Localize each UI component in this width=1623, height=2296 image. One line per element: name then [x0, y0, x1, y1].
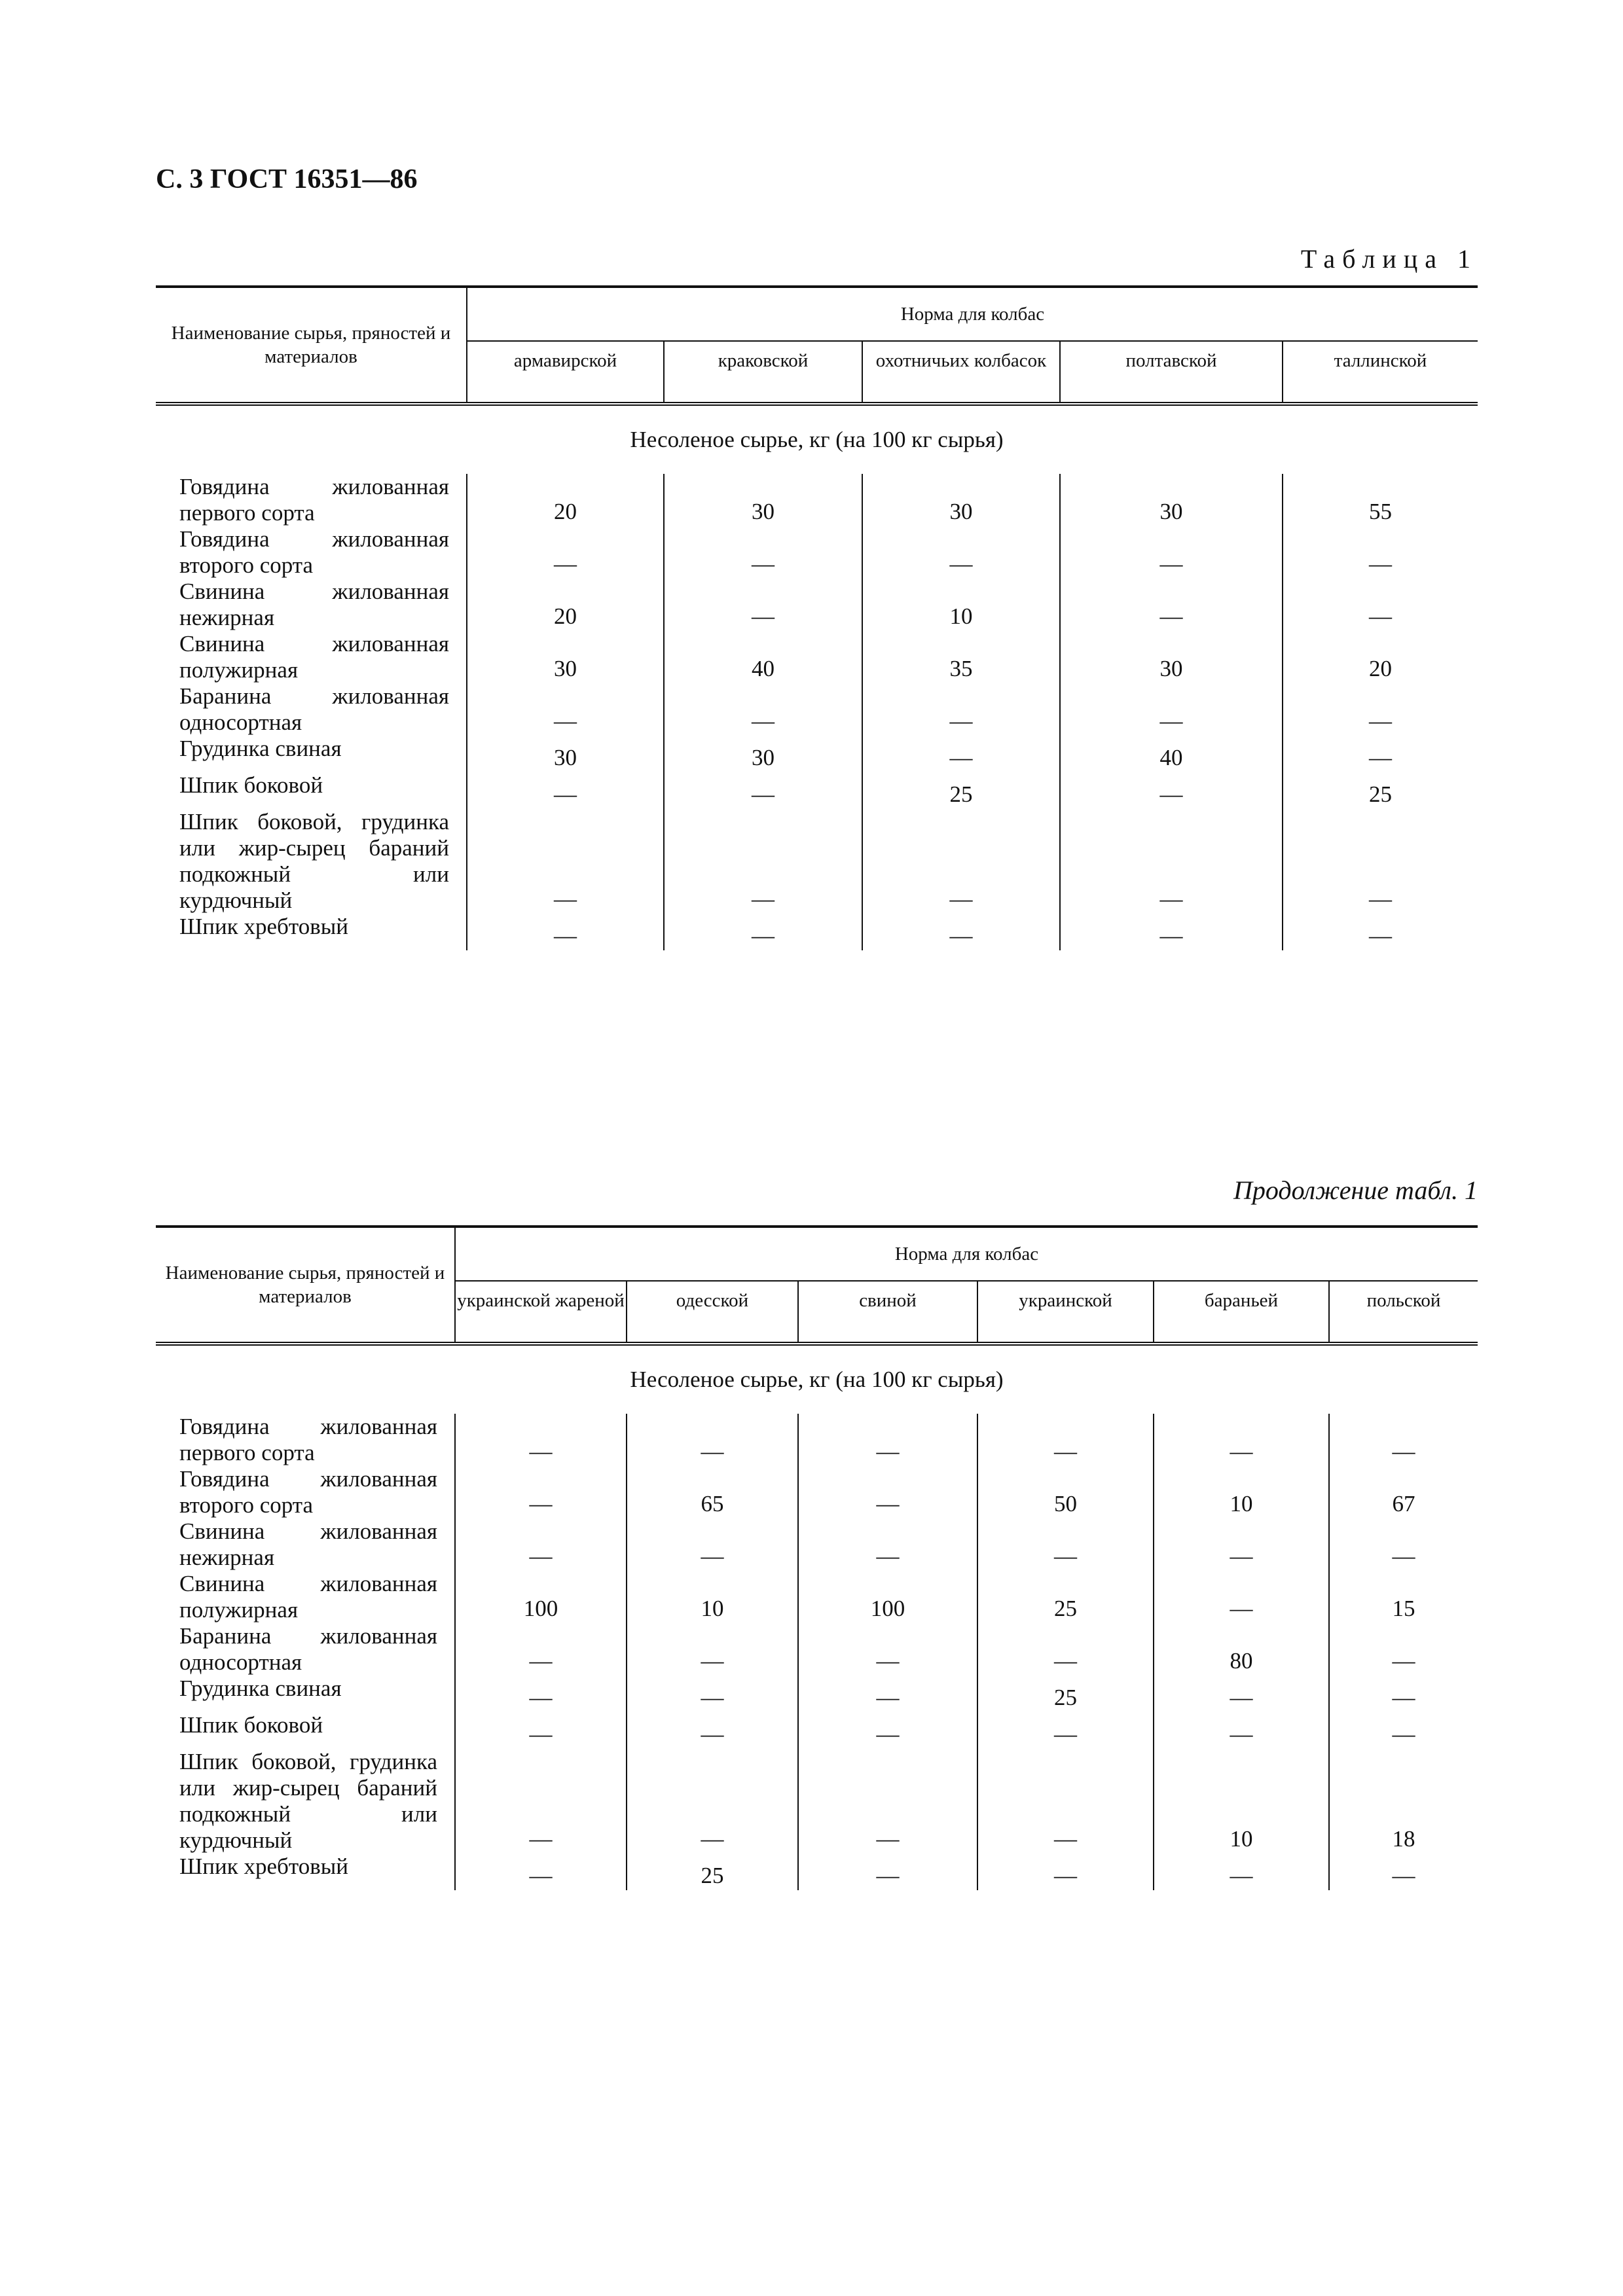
row-value: 25 [862, 772, 1060, 809]
table-row [156, 579, 1478, 631]
row-value: 30 [664, 474, 862, 526]
row-name: Шпик боковой [156, 772, 467, 809]
row-value: 25 [627, 1854, 798, 1890]
table-row [156, 631, 1478, 683]
row-value: — [977, 1712, 1154, 1749]
row-value: — [455, 1749, 627, 1854]
row-value: 40 [1060, 736, 1283, 772]
continuation-label: Продолжение табл. 1 [1233, 1175, 1478, 1205]
norm-group-header: Норма для колбас [455, 1227, 1478, 1281]
table-row [156, 1854, 1478, 1890]
row-value: 20 [467, 474, 664, 526]
column-header: одесской [627, 1281, 798, 1344]
row-value: 30 [467, 736, 664, 772]
row-name: Шпик хребтовый [156, 914, 467, 950]
row-value: 30 [1060, 474, 1283, 526]
row-value: — [627, 1749, 798, 1854]
row-value: 20 [1369, 656, 1392, 681]
row-value: — [1060, 526, 1283, 579]
row-value: 30 [862, 474, 1060, 526]
row-value: 30 [467, 631, 664, 683]
row-value: — [467, 914, 664, 950]
row-value: — [1392, 1543, 1415, 1569]
row-name: Грудинка свиная [156, 736, 467, 772]
page-header: С. 3 ГОСТ 16351—86 [156, 164, 418, 194]
row-value: — [1154, 1571, 1329, 1623]
row-value: 65 [627, 1466, 798, 1518]
row-value: — [664, 526, 862, 579]
row-value: 25 [1369, 781, 1392, 807]
row-value: 55 [1369, 499, 1392, 524]
row-value: — [862, 914, 1060, 950]
norm-group-header: Норма для колбас [467, 287, 1478, 341]
table-row [156, 526, 1478, 579]
row-value: — [1369, 923, 1392, 948]
table-row [156, 1466, 1478, 1518]
table-row [156, 809, 1478, 914]
table-1 [156, 285, 1478, 950]
section-row [156, 404, 1478, 474]
table-row [156, 914, 1478, 950]
column-header: краковской [664, 341, 862, 404]
row-value: 18 [1392, 1826, 1415, 1852]
row-value: — [798, 1854, 977, 1890]
row-value: — [862, 526, 1060, 579]
row-value: — [862, 809, 1060, 914]
row-value: — [627, 1518, 798, 1571]
row-value: — [1392, 1685, 1415, 1710]
row-name: Свинина жилованная нежирная [156, 1518, 455, 1571]
row-name: Шпик хребтовый [156, 1854, 455, 1890]
row-value: 40 [664, 631, 862, 683]
row-value: — [664, 772, 862, 809]
table-label: Таблица 1 [1300, 244, 1478, 274]
row-value: — [977, 1854, 1154, 1890]
row-value: 10 [627, 1571, 798, 1623]
row-value: — [455, 1854, 627, 1890]
row-value: — [455, 1712, 627, 1749]
row-value: — [627, 1676, 798, 1712]
section-title: Несоленое сырье, кг (на 100 кг сырья) [630, 427, 1004, 452]
column-header: армавирской [467, 341, 664, 404]
section-row [156, 1344, 1478, 1414]
row-value: — [455, 1414, 627, 1466]
row-value: 20 [467, 579, 664, 631]
row-value: — [1060, 579, 1283, 631]
row-name: Баранина жилованная односортная [156, 683, 467, 736]
row-value: — [1154, 1712, 1329, 1749]
column-header: охотничьих колбасок [862, 341, 1060, 404]
row-name: Свинина жилованная нежирная [156, 579, 467, 631]
row-value: — [664, 579, 862, 631]
row-value: — [862, 683, 1060, 736]
row-value: — [1369, 551, 1392, 577]
row-value: 10 [1154, 1749, 1329, 1854]
row-value: — [798, 1623, 977, 1676]
table-row [156, 1571, 1478, 1623]
row-value: — [455, 1676, 627, 1712]
row-value: — [627, 1712, 798, 1749]
row-value: — [664, 809, 862, 914]
row-value: — [1369, 886, 1392, 912]
row-name: Шпик боковой [156, 1712, 455, 1749]
row-value: — [1060, 809, 1283, 914]
column-header: свиной [798, 1281, 977, 1344]
name-column-header: Наименование сырья, пряностей и материалов [156, 287, 467, 404]
row-value: 100 [798, 1571, 977, 1623]
row-value: — [627, 1623, 798, 1676]
table-row [156, 1676, 1478, 1712]
row-value: 50 [977, 1466, 1154, 1518]
row-name: Свинина жилованная полужирная [156, 1571, 455, 1623]
row-value: 25 [977, 1676, 1154, 1712]
row-value: — [455, 1623, 627, 1676]
row-value: 30 [664, 736, 862, 772]
row-value: — [977, 1414, 1154, 1466]
column-header: украинской [977, 1281, 1154, 1344]
row-value: — [862, 736, 1060, 772]
row-value: — [664, 683, 862, 736]
table-row [156, 1712, 1478, 1749]
column-header: таллинской [1283, 341, 1478, 404]
row-value: — [627, 1414, 798, 1466]
row-name: Шпик боковой, грудинка или жир-сырец бараний подкожный или курдючный [156, 809, 467, 914]
row-name: Говядина жилованная второго сорта [156, 1466, 455, 1518]
table-row [156, 1623, 1478, 1676]
row-name: Говядина жилованная второго сорта [156, 526, 467, 579]
row-value: 100 [455, 1571, 627, 1623]
table-row [156, 474, 1478, 526]
row-value: — [455, 1466, 627, 1518]
column-header: бараньей [1154, 1281, 1329, 1344]
row-value: 30 [1060, 631, 1283, 683]
row-name: Шпик боковой, грудинка или жир-сырец бараний подкожный или курдючный [156, 1749, 455, 1854]
name-column-header: Наименование сырья, пряностей и материалов [156, 1227, 455, 1344]
row-name: Грудинка свиная [156, 1676, 455, 1712]
table-row [156, 736, 1478, 772]
row-value: — [1392, 1721, 1415, 1747]
row-value: — [798, 1414, 977, 1466]
row-value: — [798, 1676, 977, 1712]
row-value: — [798, 1749, 977, 1854]
row-value: — [977, 1623, 1154, 1676]
row-value: — [467, 809, 664, 914]
row-value: — [1154, 1676, 1329, 1712]
table-row [156, 1749, 1478, 1854]
row-value: — [467, 772, 664, 809]
row-value: — [467, 683, 664, 736]
table-2 [156, 1225, 1478, 1890]
row-value: — [1392, 1439, 1415, 1464]
row-value: — [1369, 745, 1392, 770]
row-value: — [664, 914, 862, 950]
row-value: — [1369, 603, 1392, 629]
row-value: 35 [862, 631, 1060, 683]
row-value: — [798, 1518, 977, 1571]
row-value: — [1369, 708, 1392, 734]
row-value: — [455, 1518, 627, 1571]
row-value: 67 [1392, 1491, 1415, 1516]
row-value: — [1392, 1863, 1415, 1888]
row-value: — [977, 1518, 1154, 1571]
row-name: Свинина жилованная полужирная [156, 631, 467, 683]
row-value: — [977, 1749, 1154, 1854]
row-value: — [1154, 1854, 1329, 1890]
table-row [156, 772, 1478, 809]
row-value: 10 [862, 579, 1060, 631]
row-name: Говядина жилованная первого сорта [156, 1414, 455, 1466]
row-value: — [798, 1712, 977, 1749]
section-title: Несоленое сырье, кг (на 100 кг сырья) [630, 1367, 1004, 1392]
header-row [156, 1227, 1478, 1281]
row-name: Говядина жилованная первого сорта [156, 474, 467, 526]
row-value: — [1154, 1518, 1329, 1571]
header-row [156, 287, 1478, 341]
row-value: — [467, 526, 664, 579]
row-name: Баранина жилованная односортная [156, 1623, 455, 1676]
column-header: полтавской [1060, 341, 1283, 404]
table-row [156, 1518, 1478, 1571]
row-value: 10 [1154, 1466, 1329, 1518]
table-row [156, 1414, 1478, 1466]
column-header: украинской жареной [455, 1281, 627, 1344]
column-header: польской [1329, 1281, 1478, 1344]
row-value: — [1060, 914, 1283, 950]
row-value: — [1060, 772, 1283, 809]
row-value: 15 [1392, 1596, 1415, 1621]
row-value: 80 [1154, 1623, 1329, 1676]
table-row [156, 683, 1478, 736]
row-value: — [1060, 683, 1283, 736]
row-value: 25 [977, 1571, 1154, 1623]
row-value: — [1392, 1648, 1415, 1674]
row-value: — [798, 1466, 977, 1518]
row-value: — [1154, 1414, 1329, 1466]
